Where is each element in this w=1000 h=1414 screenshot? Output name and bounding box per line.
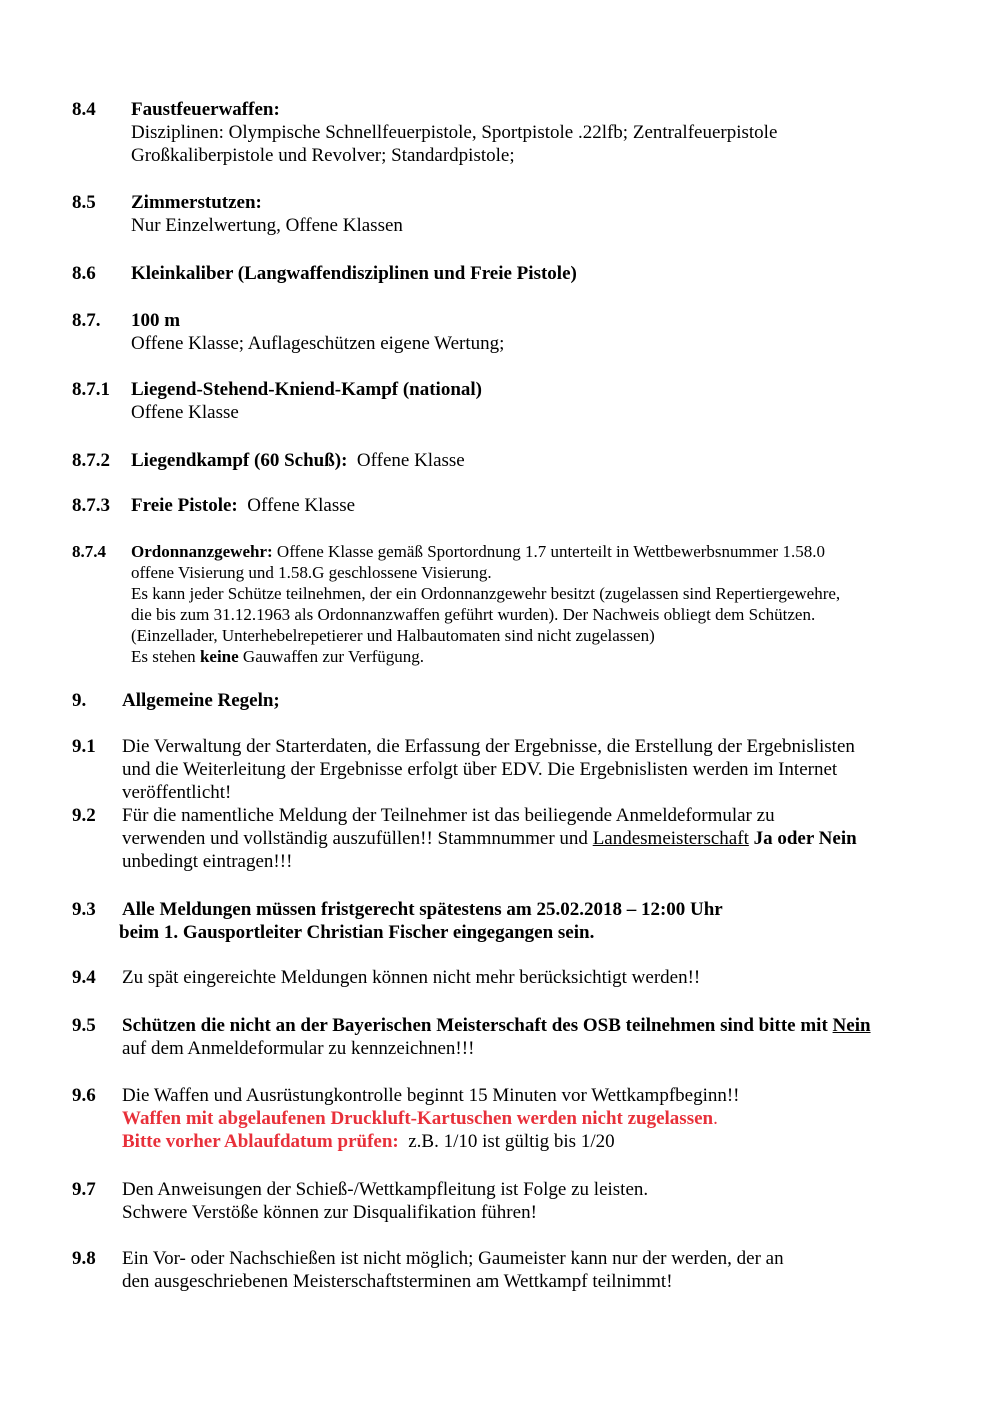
- section-8-4: [72, 98, 932, 167]
- section-number: 9.8: [72, 1248, 96, 1269]
- emphasis-text: Schützen die nicht an der Bayerischen Meisterschaft des OSB teilnehmen sind bitte mit: [122, 1015, 833, 1036]
- section-9: [72, 689, 932, 712]
- section-text: Ein Vor- oder Nachschießen ist nicht möglich; Gaumeister kann nur der werden, der an: [122, 1248, 784, 1269]
- section-9-6: [72, 1084, 932, 1153]
- section-text: Die Verwaltung der Starterdaten, die Erfassung der Ergebnisse, die Erstellung der Ergebnislisten: [122, 736, 855, 757]
- section-text: Großkaliberpistole und Revolver; Standardpistole;: [131, 145, 515, 166]
- warning-text: Bitte vorher Ablaufdatum prüfen:: [122, 1131, 399, 1152]
- deadline-text: beim 1. Gausportleiter Christian Fischer eingegangen sein.: [119, 922, 595, 943]
- section-text: Die Waffen und Ausrüstungkontrolle beginnt 15 Minuten vor Wettkampfbeginn!!: [122, 1085, 740, 1106]
- section-text: veröffentlicht!: [122, 782, 232, 803]
- section-8-7-1: [72, 378, 932, 424]
- section-number: 9.2: [72, 805, 96, 826]
- section-number: 8.4: [72, 99, 96, 120]
- section-text: Den Anweisungen der Schieß-/Wettkampfleitung ist Folge zu leisten.: [122, 1179, 649, 1200]
- section-text: unbedingt eintragen!!!: [122, 851, 293, 872]
- section-heading: Liegend-Stehend-Kniend-Kampf (national): [131, 379, 483, 400]
- section-number: 9.3: [72, 899, 96, 920]
- section-number: 8.7.2: [72, 450, 110, 471]
- section-text: Es stehen: [131, 647, 200, 666]
- section-text: Gauwaffen zur Verfügung.: [238, 647, 425, 666]
- section-8-5: [72, 191, 932, 237]
- section-9-5: [72, 1014, 932, 1060]
- section-number: 8.7.3: [72, 495, 110, 516]
- section-8-6: [72, 262, 932, 285]
- section-heading: Zimmerstutzen:: [131, 192, 262, 213]
- deadline-text: Alle Meldungen müssen fristgerecht spätestens am 25.02.2018 – 12:00 Uhr: [122, 899, 723, 920]
- section-text: Es kann jeder Schütze teilnehmen, der ein Ordonnanzgewehr besitzt (zugelassen sind Repertiergewehre,: [131, 584, 841, 603]
- section-text: den ausgeschriebenen Meisterschaftsterminen am Wettkampf teilnimmt!: [122, 1271, 673, 1292]
- section-number: 9.7: [72, 1179, 96, 1200]
- section-text: Offene Klasse gemäß Sportordnung 1.7 unterteilt in Wettbewerbsnummer 1.58.0: [272, 542, 825, 561]
- section-number: 9.6: [72, 1085, 96, 1106]
- section-number: 9.5: [72, 1015, 96, 1036]
- section-8-7: [72, 309, 932, 355]
- section-text: offene Visierung und 1.58.G geschlossene Visierung.: [131, 563, 492, 582]
- section-text: und die Weiterleitung der Ergebnisse erfolgt über EDV. Die Ergebnislisten werden im Internet: [122, 759, 838, 780]
- section-text: Für die namentliche Meldung der Teilnehmer ist das beiliegende Anmeldeformular zu: [122, 805, 775, 826]
- section-text: Nur Einzelwertung, Offene Klassen: [131, 215, 403, 236]
- section-heading: Allgemeine Regeln;: [122, 690, 280, 711]
- section-number: 8.7.1: [72, 379, 110, 400]
- section-text: Disziplinen: Olympische Schnellfeuerpistole, Sportpistole .22lfb; Zentralfeuerpistole: [131, 122, 778, 143]
- section-number: 9.: [72, 690, 87, 711]
- section-heading: Faustfeuerwaffen:: [131, 99, 280, 120]
- section-9-8: [72, 1247, 932, 1293]
- section-heading: Freie Pistole:: [131, 495, 238, 516]
- section-number: 8.5: [72, 192, 96, 213]
- section-9-1: [72, 735, 932, 804]
- section-number: 8.6: [72, 263, 96, 284]
- warning-text: .: [713, 1108, 718, 1129]
- section-text: auf dem Anmeldeformular zu kennzeichnen!!!: [122, 1038, 475, 1059]
- underlined-text: Nein: [832, 1015, 871, 1036]
- section-8-7-4: [72, 541, 932, 667]
- section-8-7-2: [72, 449, 932, 472]
- section-text: die bis zum 31.12.1963 als Ordonnanzwaffen geführt wurden). Der Nachweis obliegt dem Schützen.: [131, 605, 816, 624]
- section-text: Zu spät eingereichte Meldungen können nicht mehr berücksichtigt werden!!: [122, 967, 701, 988]
- section-text: Offene Klasse: [247, 495, 356, 516]
- section-8-7-3: [72, 494, 932, 517]
- section-text: verwenden und vollständig auszufüllen!! Stammnummer und: [122, 828, 593, 849]
- section-heading: Ordonnanzgewehr:: [131, 542, 273, 561]
- section-text: Offene Klasse; Auflageschützen eigene Wertung;: [131, 333, 505, 354]
- section-number: 8.7.: [72, 310, 101, 331]
- section-heading: Liegendkampf (60 Schuß):: [131, 450, 348, 471]
- section-number: 8.7.4: [72, 542, 106, 561]
- section-9-2: [72, 804, 932, 873]
- section-heading: Kleinkaliber (Langwaffendisziplinen und Freie Pistole): [131, 263, 577, 284]
- section-text: Offene Klasse: [131, 402, 239, 423]
- section-number: 9.1: [72, 736, 96, 757]
- section-heading: 100 m: [131, 310, 181, 331]
- section-9-3: [72, 898, 932, 944]
- section-text: Schwere Verstöße können zur Disqualifikation führen!: [122, 1202, 537, 1223]
- section-number: 9.4: [72, 967, 96, 988]
- section-text: Offene Klasse: [356, 450, 465, 471]
- section-9-7: [72, 1178, 932, 1224]
- section-text: z.B. 1/10 ist gültig bis 1/20: [398, 1131, 615, 1152]
- emphasis-text: Ja oder Nein: [748, 828, 857, 849]
- section-9-4: [72, 966, 932, 989]
- warning-text: Waffen mit abgelaufenen Druckluft-Kartuschen werden nicht zugelassen: [122, 1108, 714, 1129]
- underlined-text: Landesmeisterschaft: [592, 828, 749, 849]
- emphasis-text: keine: [199, 647, 239, 666]
- section-text: (Einzellader, Unterhebelrepetierer und Halbautomaten sind nicht zugelassen): [131, 626, 655, 645]
